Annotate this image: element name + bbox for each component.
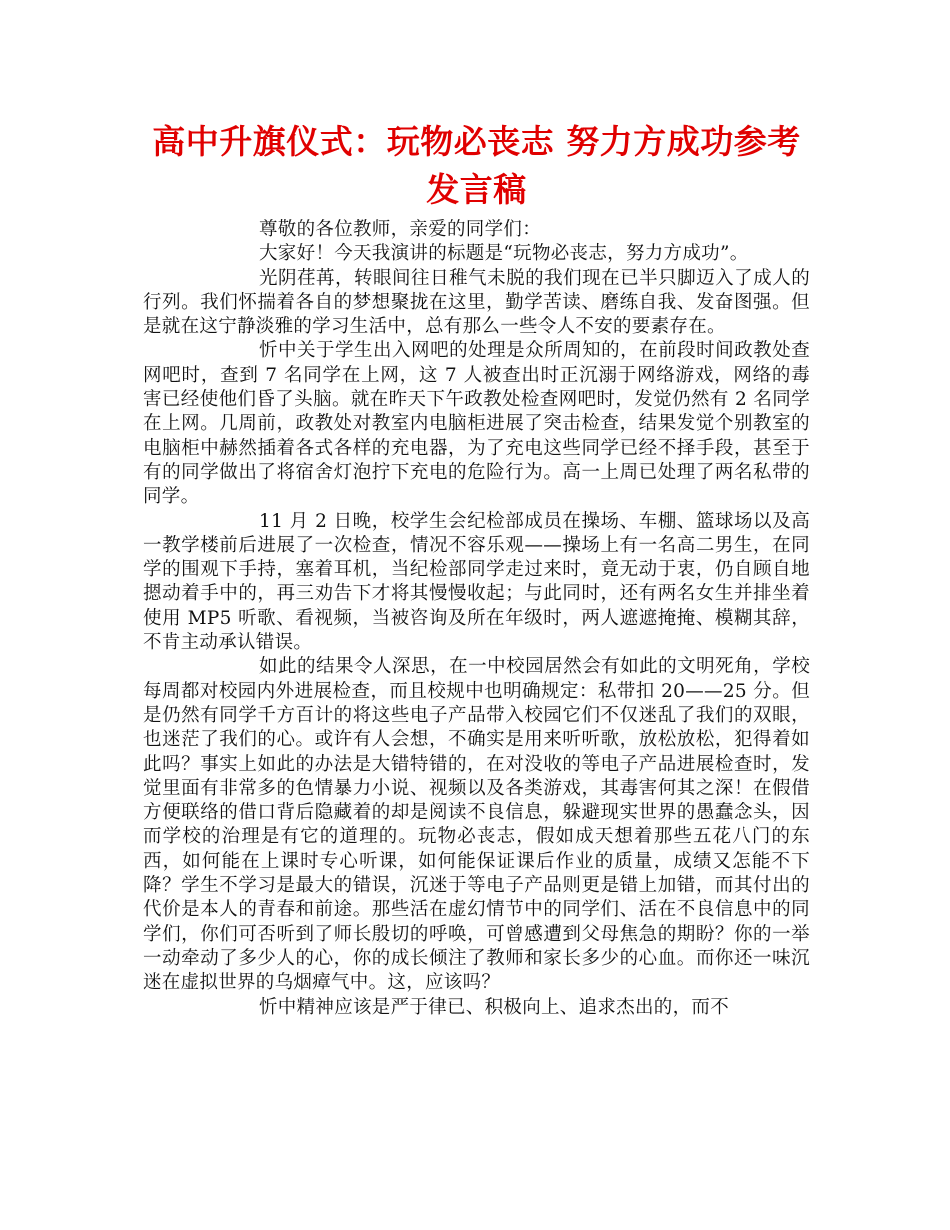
paragraph-greeting: 大家好！今天我演讲的标题是“玩物必丧志，努力方成功”。 — [259, 243, 749, 265]
document-page — [143, 118, 810, 1020]
document-title: 高中升旗仪式：玩物必丧志 努力方成功参考发言稿 — [152, 122, 801, 209]
paragraph-salutation: 尊敬的各位教师，亲爱的同学们： — [259, 219, 542, 240]
paragraph: 忻中关于学生出入网吧的处理是众所周知的，在前段时间政教处查网吧时，查到 7 名同学在上网，这 7 人被查出时正沉溺于网络游戏，网络的毒害已经使他们昏了头脑。就在昨天下午政教处检查网吧时，发觉仍然有 2 名同学在上网。几周前，政教处对教室内电脑柜进展了突击检查，结果发觉个别教室的电脑柜中赫然插着各式各样的充电器，为了充电这些同学已经不择手段，甚至于有的同学做出了将宿舍灯泡拧下充电的危险行为。高一上周已处理了两名私带的同学。 — [143, 340, 810, 508]
paragraph: 忻中精神应该是严于律已、积极向上、追求杰出的，而不 — [259, 996, 730, 1018]
paragraph: 11 月 2 日晚，校学生会纪检部成员在操场、车棚、篮球场以及高一教学楼前后进展了一次检查，情况不容乐观——操场上有一名高二男生，在同学的围观下手持，塞着耳机，当纪检部同学走过来时，竟无动于衷，仍自顾自地摁动着手中的，再三劝告下才将其慢慢收起；与此同时，还有两名女生并排坐着使用 MP5 听歌、看视频，当被咨询及所在年级时，两人遮遮掩掩、模糊其辞，不肯主动承认错误。 — [143, 510, 810, 654]
paragraph: 如此的结果令人深思，在一中校园居然会有如此的文明死角，学校每周都对校园内外进展检查，而且校规中也明确规定：私带扣 20——25 分。但是仍然有同学千方百计的将这些电子产品带入校园它们不仅迷乱了我们的双眼，也迷茫了我们的心。或许有人会想，不确实是用来听听歌，放松放松，犯得着如此吗？事实上如此的办法是大错特错的，在对没收的等电子产品进展检查时，发觉里面有非常多的色情暴力小说、视频以及各类游戏，其毒害何其之深！在假借方便联络的借口背后隐藏着的却是阅读不良信息，躲避现实世界的愚蠢念头，因而学校的治理是有它的道理的。玩物必丧志，假如成天想着那些五花八门的东西，如何能在上课时专心听课，如何能保证课后作业的质量，成绩又怎能不下降？学生不学习是最大的错误，沉迷于等电子产品则更是错上加错，而其付出的代价是本人的青春和前途。那些活在虚幻情节中的同学们、活在不良信息中的同学们，你们可否听到了师长殷切的呼唤，可曾感遭到父母焦急的期盼？你的一举一动牵动了多少人的心，你的成长倾注了教师和家长多少的心血。而你还一味沉迷在虚拟世界的乌烟瘴气中。这，应该吗？ — [143, 656, 810, 994]
paragraph: 光阴荏苒，转眼间往日稚气未脱的我们现在已半只脚迈入了成人的行列。我们怀揣着各自的梦想聚拢在这里，勤学苦读、磨练自我、发奋图强。但是就在这宁静淡雅的学习生活中，总有那么一些令人不安的要素存在。 — [143, 267, 810, 338]
document-body — [143, 218, 810, 1020]
